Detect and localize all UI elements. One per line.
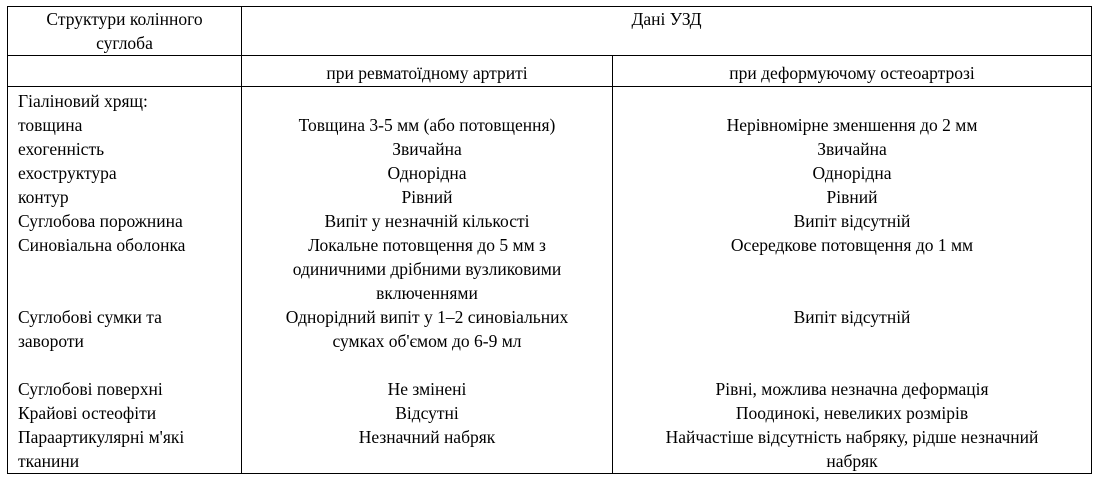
ultrasound-data-title: Дані УЗД xyxy=(631,9,702,29)
structures-column xyxy=(8,87,242,474)
body-row xyxy=(8,87,1092,474)
ra-echostructure: Однорідна xyxy=(387,163,467,183)
row-label-bursae-line1: Суглобові сумки та xyxy=(18,307,162,327)
structures-header-line1: Структури колінного xyxy=(46,9,203,29)
row-label-articular-surfaces: Суглобові поверхні xyxy=(18,379,163,399)
oa-thickness: Нерівномірне зменшення до 2 мм xyxy=(726,115,978,135)
oa-echogenicity: Звичайна xyxy=(817,139,887,159)
structures-header xyxy=(8,7,242,56)
row-label-synovial-membrane: Синовіальна оболонка xyxy=(18,235,186,255)
ultrasound-data-header xyxy=(242,7,1092,56)
oa-soft-tissue-line1: Найчастіше відсутність набряку, рідше незначний xyxy=(665,427,1039,447)
oa-echostructure: Однорідна xyxy=(812,163,892,183)
row-label-thickness: товщина xyxy=(18,115,83,135)
oa-column xyxy=(613,87,1092,474)
structures-header-line2: суглоба xyxy=(96,33,153,53)
oa-articular-surfaces: Рівні, можлива незначна деформація xyxy=(715,379,989,399)
ra-column xyxy=(242,87,613,474)
oa-header xyxy=(613,56,1092,87)
row-label-bursae-line2: завороти xyxy=(18,331,84,351)
ultrasound-comparison-table xyxy=(7,6,1092,474)
ra-bursae-line2: сумках об'ємом до 6-9 мл xyxy=(332,331,522,351)
ra-bursae-line1: Однорідний випіт у 1–2 синовіальних xyxy=(285,307,569,327)
oa-header-label: при деформуючому остеоартрозі xyxy=(729,63,975,83)
row-label-soft-tissue-line1: Параартикулярні м'які xyxy=(18,427,185,447)
ra-echogenicity: Звичайна xyxy=(392,139,462,159)
oa-synovial: Осередкове потовщення до 1 мм xyxy=(730,235,974,255)
ra-synovial-line2: одиничними дрібними вузликовими xyxy=(292,259,562,279)
ra-header xyxy=(242,56,613,87)
oa-bursae: Випіт відсутній xyxy=(793,307,911,327)
ra-synovial-line1: Локальне потовщення до 5 мм з xyxy=(308,235,546,255)
ra-synovial-line3: включеннями xyxy=(376,283,478,303)
row-label-echogenicity: ехогенність xyxy=(18,139,105,159)
ra-marginal-osteophytes: Відсутні xyxy=(395,403,459,423)
oa-contour: Рівний xyxy=(826,187,878,207)
row-label-cartilage: Гіаліновий хрящ: xyxy=(18,91,148,111)
oa-joint-cavity: Випіт відсутній xyxy=(793,211,911,231)
oa-marginal-osteophytes: Поодинокі, невеликих розмірів xyxy=(735,403,969,423)
ra-thickness: Товщина 3-5 мм (або потовщення) xyxy=(298,115,556,135)
header-row-1 xyxy=(8,7,1092,56)
empty-header-cell xyxy=(8,56,242,87)
ra-joint-cavity: Випіт у незначній кількості xyxy=(324,211,530,231)
header-row-2 xyxy=(8,56,1092,87)
ra-soft-tissue: Незначний набряк xyxy=(358,427,496,447)
row-label-joint-cavity: Суглобова порожнина xyxy=(18,211,183,231)
row-label-soft-tissue-line2: тканини xyxy=(18,451,80,471)
row-label-contour: контур xyxy=(18,187,69,207)
row-label-echostructure: ехоструктура xyxy=(18,163,117,183)
ra-header-label: при ревматоїдному артриті xyxy=(326,63,528,83)
ra-contour: Рівний xyxy=(401,187,453,207)
ra-articular-surfaces: Не змінені xyxy=(387,379,467,399)
row-label-marginal-osteophytes: Крайові остеофіти xyxy=(18,403,157,423)
oa-soft-tissue-line2: набряк xyxy=(826,451,878,471)
